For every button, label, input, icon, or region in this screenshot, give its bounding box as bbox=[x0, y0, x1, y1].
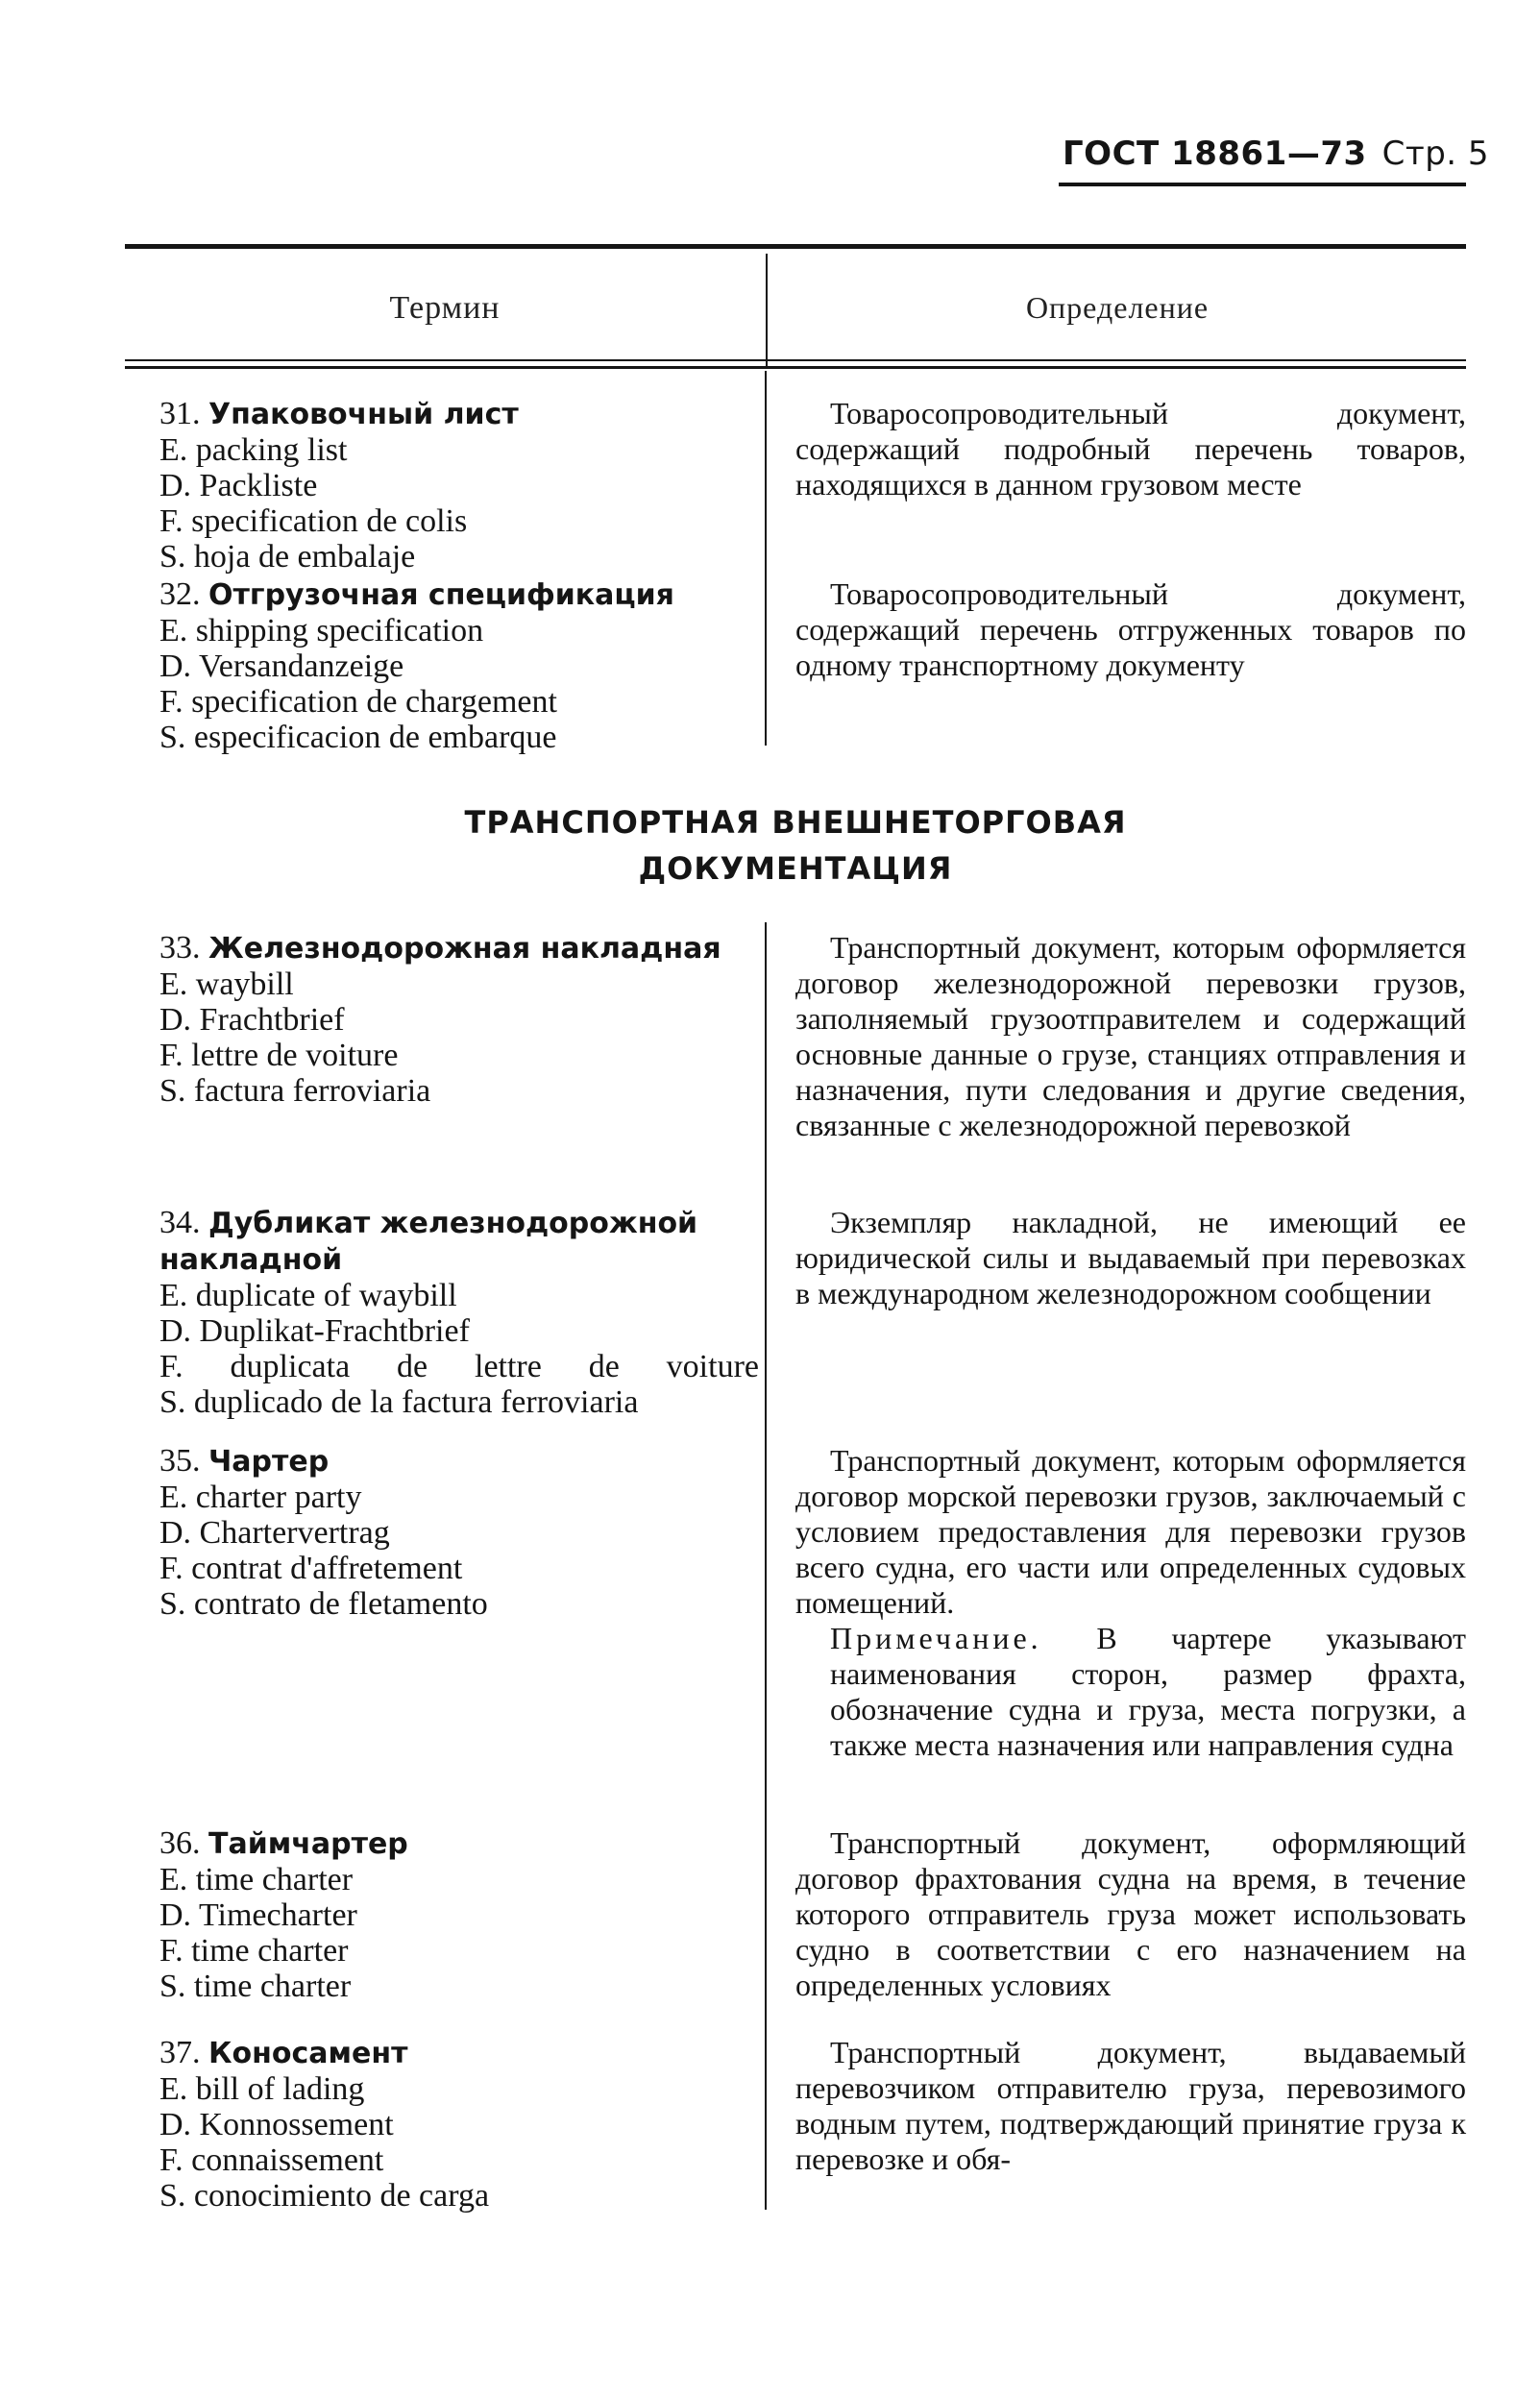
equivalent-fr: F. specification de colis bbox=[159, 503, 468, 539]
equivalent-fr: F. lettre de voiture bbox=[159, 1038, 399, 1073]
term-heading: 31. Упаковочный лист bbox=[159, 396, 519, 431]
equivalent-de: D. Timecharter bbox=[159, 1897, 357, 1933]
equivalent-en: E. packing list bbox=[159, 432, 348, 468]
equivalent-de: D. Packliste bbox=[159, 468, 318, 503]
term-entry-35 bbox=[125, 1443, 759, 1622]
equivalent-en: E. charter party bbox=[159, 1480, 362, 1515]
equivalent-es: S. time charter bbox=[159, 1969, 352, 2004]
equivalent-fr: F. duplicata de lettre de voiture bbox=[159, 1349, 759, 1384]
equivalent-fr: F. time charter bbox=[159, 1933, 349, 1969]
term-heading: 37. Коносамент bbox=[159, 2035, 408, 2070]
term-entry-32 bbox=[125, 576, 759, 755]
term-heading: 34. Дубликат железнодорожной накладной bbox=[159, 1205, 698, 1277]
term-heading: 36. Таймчартер bbox=[159, 1825, 408, 1861]
equivalent-es: S. duplicado de la factura ferroviaria bbox=[159, 1384, 639, 1420]
equivalent-de: D. Duplikat-Frachtbrief bbox=[159, 1313, 470, 1349]
equivalent-es: S. factura ferroviaria bbox=[159, 1073, 431, 1109]
column-header-definition: Определение bbox=[1025, 290, 1210, 325]
column-header-term: Термин bbox=[389, 290, 501, 326]
term-entry-37 bbox=[125, 2035, 759, 2214]
term-entry-31 bbox=[125, 396, 759, 575]
equivalent-es: S. hoja de embalaje bbox=[159, 539, 416, 575]
term-heading: 35. Чартер bbox=[159, 1443, 330, 1479]
equivalent-de: D. Konnossement bbox=[159, 2107, 394, 2142]
equivalent-es: S. contrato de fletamento bbox=[159, 1586, 488, 1622]
definition-34: Экземпляр накладной, не имеющий ее юридической силы и выдаваемый при перевозках в международном железнодорожном сообщении bbox=[795, 1205, 1466, 1310]
equivalent-es: S. conocimiento de carga bbox=[159, 2178, 490, 2214]
equivalent-en: E. bill of lading bbox=[159, 2071, 365, 2107]
term-heading: 33. Железнодорожная накладная bbox=[159, 930, 721, 966]
equivalent-fr: F. connaissement bbox=[159, 2142, 384, 2178]
table-head-rule-double bbox=[125, 366, 1466, 369]
page-number: Стр. 5 bbox=[1381, 135, 1490, 173]
equivalent-fr: F. specification de chargement bbox=[159, 684, 557, 720]
table-head-rule bbox=[125, 359, 1466, 361]
equivalent-en: E. waybill bbox=[159, 967, 294, 1002]
equivalent-de: D. Frachtbrief bbox=[159, 1002, 345, 1038]
equivalent-de: D. Versandanzeige bbox=[159, 648, 404, 684]
definition-32: Товаросопроводительный документ, содержащий перечень отгруженных товаров по одному транспортному документу bbox=[795, 576, 1466, 682]
term-entry-33 bbox=[125, 930, 759, 1109]
definition-37: Транспортный документ, выдаваемый перевозчиком отправителю груза, перевозимого водным путем, подтверждающий принятие груза к перевозке и обя- bbox=[795, 2035, 1466, 2176]
definition-33: Транспортный документ, которым оформляется договор железнодорожной перевозки грузов, заполняемый грузоотправителем и содержащий основные данные о грузе, станциях отправления и назначения, пути следования и другие сведения, связанные с железнодорожной перевозкой bbox=[795, 930, 1466, 1142]
equivalent-en: E. shipping specification bbox=[159, 613, 484, 648]
column-divider-head bbox=[766, 254, 768, 367]
column-divider bbox=[765, 922, 767, 2210]
equivalent-de: D. Chartervertrag bbox=[159, 1515, 390, 1551]
term-entry-36 bbox=[125, 1825, 759, 2004]
equivalent-fr: F. contrat d'affretement bbox=[159, 1551, 463, 1586]
standard-number: ГОСТ 18861—73 bbox=[1063, 135, 1367, 173]
definition-36: Транспортный документ, оформляющий договор фрахтования судна на время, в течение которого отправитель груза может использовать судно в соответствии с его назначением на определенных условиях bbox=[795, 1825, 1466, 2002]
term-entry-34 bbox=[125, 1205, 759, 1420]
page-header bbox=[1063, 135, 1490, 173]
equivalent-es: S. especificacion de embarque bbox=[159, 720, 557, 755]
term-heading: 32. Отгрузочная спецификация bbox=[159, 576, 674, 612]
equivalent-en: E. duplicate of waybill bbox=[159, 1278, 457, 1313]
section-title: ТРАНСПОРТНАЯ ВНЕШНЕТОРГОВАЯ ДОКУМЕНТАЦИЯ bbox=[464, 804, 1127, 887]
column-divider bbox=[765, 371, 767, 746]
definition-31: Товаросопроводительный документ, содержащий подробный перечень товаров, находящихся в данном грузовом месте bbox=[795, 396, 1466, 502]
table-top-rule bbox=[125, 244, 1466, 249]
equivalent-en: E. time charter bbox=[159, 1862, 354, 1897]
definition-note: Примечание. В чартере указывают наименования сторон, размер фрахта, обозначение судна и груза, места погрузки, а также места назначения или направления судна bbox=[830, 1621, 1467, 1762]
note-label: Примечание. bbox=[830, 1621, 1042, 1655]
header-rule bbox=[1059, 183, 1466, 186]
definition-35: Транспортный документ, которым оформляется договор морской перевозки грузов, заключаемый с условием предоставления для перевозки грузов всего судна, его части или определенных судовых помещений. Примечание. В чартере указывают наименования сторон, размер фрахта, обозначение судна и груза, места погрузки, а также места назначения или направления судна bbox=[795, 1443, 1467, 1762]
